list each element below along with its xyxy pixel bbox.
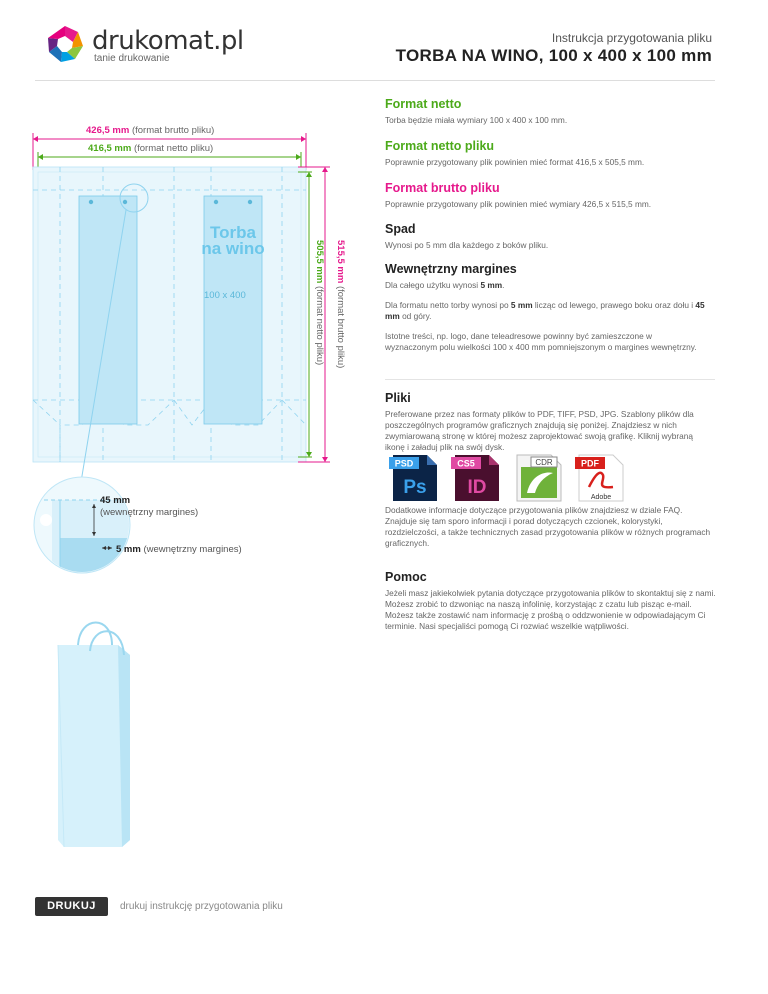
format-brutto-pliku-text: Poprawnie przygotowany plik powinien mieć wymiary 426,5 x 515,5 mm. <box>385 199 652 209</box>
svg-text:Adobe: Adobe <box>590 494 612 501</box>
margines-text-3: Istotne treści, np. logo, dane teleadresowe powinny być zamieszczone w wyznaczonym polu wielkości 100 x 400 mm pomniejszonym o margines wewnętrzny. <box>385 331 697 352</box>
page-subtitle: Instrukcja przygotowania pliku <box>551 31 712 45</box>
spad-title: Spad <box>385 222 416 236</box>
page-title: TORBA NA WINO, 100 x 400 x 100 mm <box>395 46 712 65</box>
drukomat-logo-icon[interactable] <box>45 24 85 64</box>
print-button[interactable]: DRUKUJ <box>35 897 108 916</box>
pliki-faq-text: Dodatkowe informacje dotyczące przygotowania plików znajdziesz w dziale FAQ. Znajduje się tam sporo informacji i porad dotyczących czcionek, kolorystyki, rozdzielczości, a także technicznych zasad przygotowania plików w różnych programach graficznych. <box>385 505 711 548</box>
section-pliki <box>385 391 720 453</box>
file-templates <box>387 453 629 503</box>
svg-text:PSD: PSD <box>394 458 414 469</box>
product-label: Torba na wino <box>201 223 265 258</box>
template-bleed-area <box>33 167 306 462</box>
cdr-icon[interactable] <box>511 453 567 503</box>
pdf-icon[interactable] <box>573 453 629 503</box>
netto-height-label: 505,5 mm (format netto pliku) <box>314 240 325 366</box>
format-netto-pliku-title: Format netto pliku <box>385 139 495 153</box>
print-field-back <box>79 196 137 424</box>
brand-name[interactable]: drukomat.pl <box>92 26 244 56</box>
margines-text-1: Dla całego użytku wynosi 5 mm. <box>385 280 505 290</box>
psd-icon[interactable] <box>387 453 443 503</box>
margines-title: Wewnętrzny margines <box>385 262 517 276</box>
section-margines <box>385 262 720 353</box>
brand-tagline: tanie drukowanie <box>94 53 170 64</box>
svg-text:CDR: CDR <box>535 458 553 467</box>
pomoc-title: Pomoc <box>385 570 427 584</box>
brutto-height-label: 515,5 mm (format brutto pliku) <box>335 240 346 369</box>
margin-side-label: 5 mm (wewnętrzny margines) <box>116 544 242 555</box>
pomoc-text: Jeżeli masz jakiekolwiek pytania dotyczące przygotowania plików to skontaktuj się z nami. Możesz zrobić to dzwoniąc na naszą infolinię, korzystając z czatu lub pisząc e-mail. Możesz także zostawić nam informację z prośbą o oddzwonienie w odpowiadającym Ci terminie. Nasi specjaliści pomogą Ci rozwiać wszelkie wątpliwości. <box>385 588 716 631</box>
cs5-icon[interactable] <box>449 453 505 503</box>
zoom-detail <box>30 477 132 580</box>
wine-bag-illustration <box>50 615 150 855</box>
svg-text:ID: ID <box>467 477 487 498</box>
header-divider <box>35 80 715 81</box>
format-netto-text: Torba będzie miała wymiary 100 x 400 x 100 mm. <box>385 115 568 125</box>
format-netto-pliku-text: Poprawnie przygotowany plik powinien mieć format 416,5 x 505,5 mm. <box>385 157 645 167</box>
section-spad <box>385 222 720 251</box>
section-divider <box>385 379 715 380</box>
svg-text:PDF: PDF <box>581 458 599 469</box>
format-brutto-pliku-title: Format brutto pliku <box>385 181 500 195</box>
section-format-brutto-pliku <box>385 181 720 210</box>
brutto-width-label: 426,5 mm (format brutto pliku) <box>86 125 215 136</box>
pliki-title: Pliki <box>385 391 411 405</box>
margines-text-2: Dla formatu netto torby wynosi po 5 mm licząc od lewego, prawego boku oraz dołu i 45 mm od góry. <box>385 300 705 321</box>
format-netto-title: Format netto <box>385 97 462 111</box>
section-pliki-faq <box>385 505 720 549</box>
print-link[interactable]: drukuj instrukcję przygotowania pliku <box>120 901 283 912</box>
section-format-netto <box>385 97 720 126</box>
spad-text: Wynosi po 5 mm dla każdego z boków pliku. <box>385 240 549 250</box>
product-size: 100 x 400 <box>204 290 246 301</box>
section-format-netto-pliku <box>385 139 720 168</box>
svg-text:Ps: Ps <box>403 477 427 498</box>
section-pomoc <box>385 570 720 632</box>
svg-text:CS5: CS5 <box>457 458 475 469</box>
margin-top-label: 45 mm (wewnętrzny margines) <box>100 495 199 518</box>
pliki-text: Preferowane przez nas formaty plików to PDF, TIFF, PSD, JPG. Szablony plików dla poszczególnych programów graficznych znajdują się poniżej. Znajdziesz w nich zwymiarowaną stronę w której możesz zaprojektować swoją grafikę. Kliknij wybraną ikonę i załaduj plik na swój dysk. <box>385 409 694 452</box>
netto-width-label: 416,5 mm (format netto pliku) <box>88 143 214 154</box>
